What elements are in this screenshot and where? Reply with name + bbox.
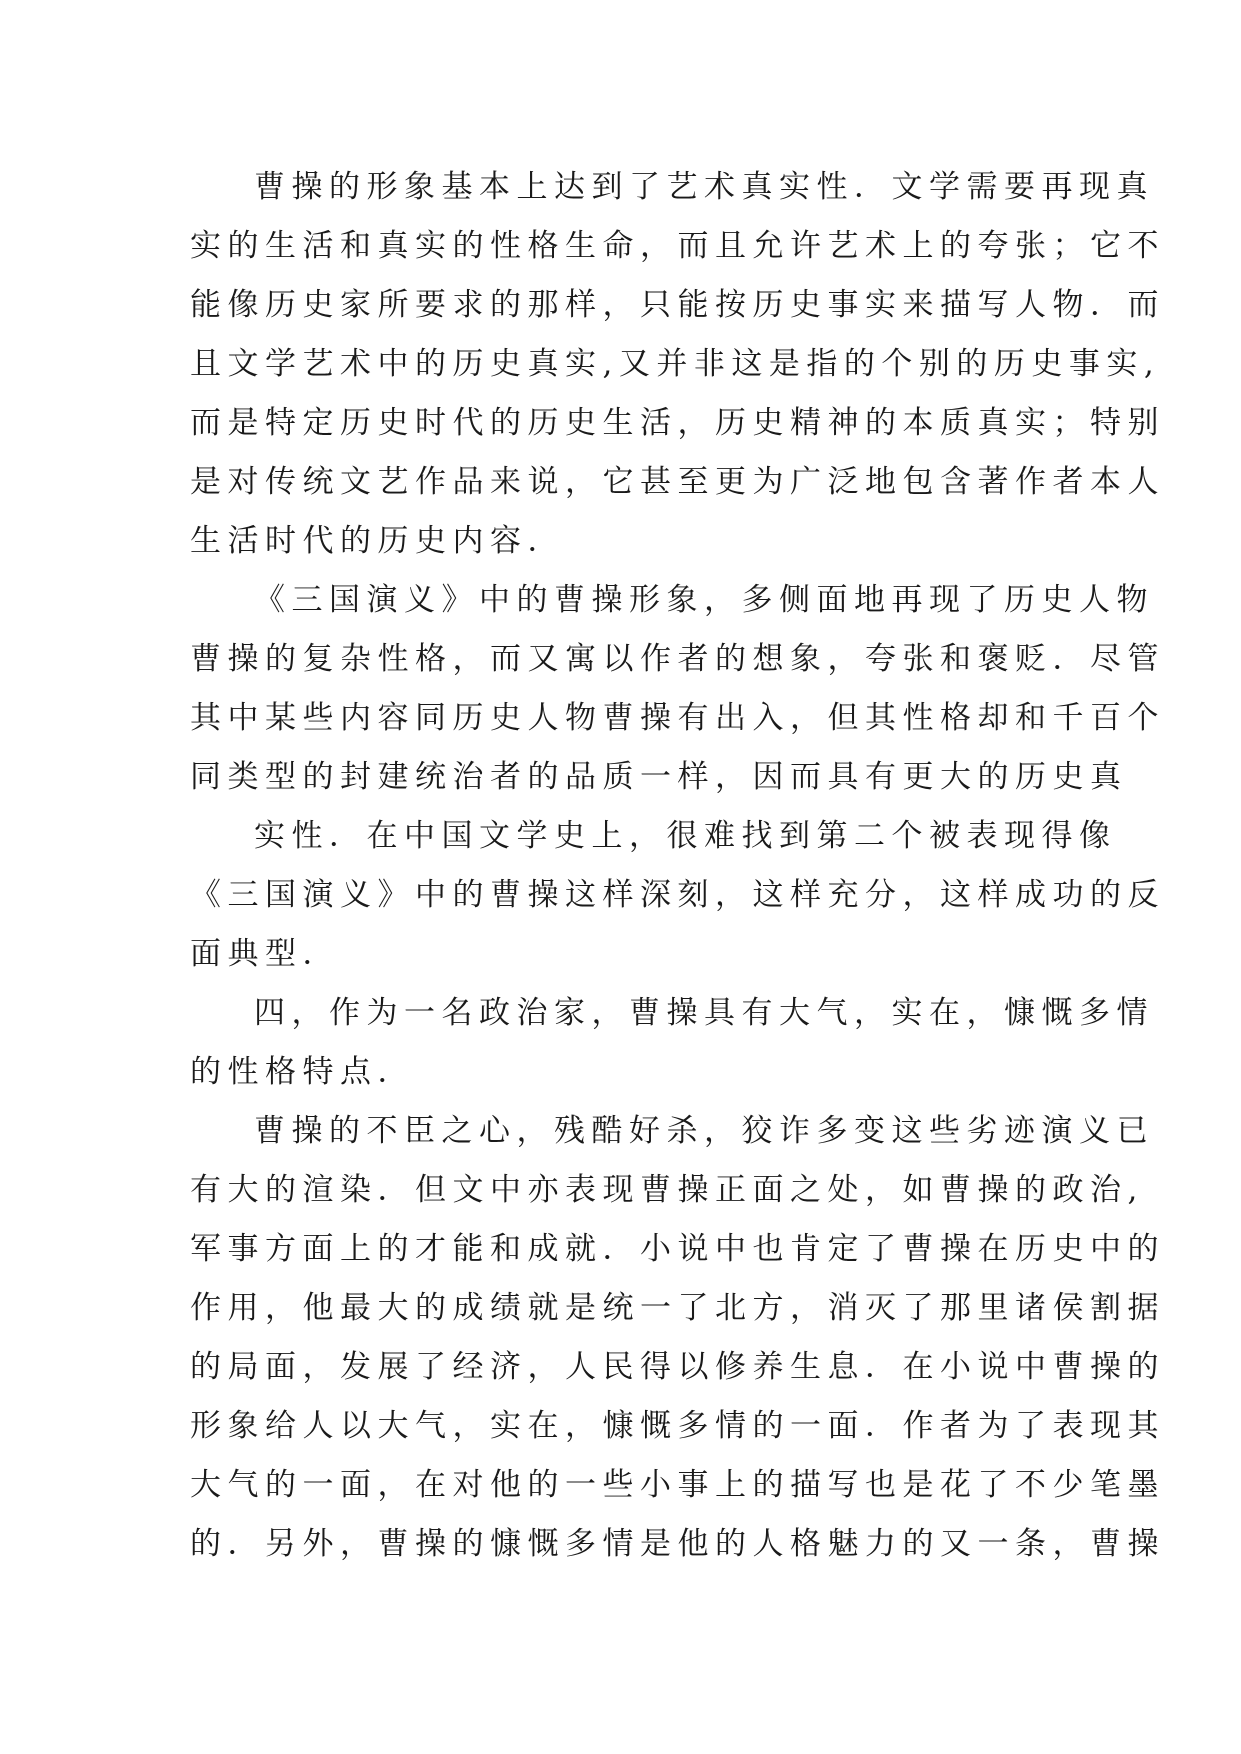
paragraph-line: 曹操的形象基本上达到了艺术真实性．文学需要再现真 (254, 169, 1154, 205)
paragraph-line: 大气的一面，在对他的一些小事上的描写也是花了不少笔墨 (190, 1467, 1165, 1503)
paragraph-line: 曹操的不臣之心，残酷好杀，狡诈多变这些劣迹演义已 (254, 1113, 1154, 1149)
paragraph-line: 《三国演义》中的曹操形象，多侧面地再现了历史人物 (254, 582, 1154, 618)
paragraph-line: 生活时代的历史内容． (190, 523, 565, 559)
paragraph-line: 形象给人以大气，实在，慷慨多情的一面．作者为了表现其 (190, 1408, 1165, 1444)
paragraph-line: 《三国演义》中的曹操这样深刻，这样充分，这样成功的反 (190, 877, 1165, 913)
paragraph-line: 而是特定历史时代的历史生活，历史精神的本质真实；特别 (190, 405, 1165, 441)
paragraph-line: 且文学艺术中的历史真实,又并非这是指的个别的历史事实, (190, 346, 1161, 382)
paragraph-line: 实的生活和真实的性格生命，而且允许艺术上的夸张；它不 (190, 228, 1165, 264)
paragraph-line: 能像历史家所要求的那样，只能按历史事实来描写人物．而 (190, 287, 1165, 323)
paragraph-line: 实性．在中国文学史上，很难找到第二个被表现得像 (254, 818, 1117, 854)
paragraph-line: 同类型的封建统治者的品质一样，因而具有更大的历史真 (190, 759, 1128, 795)
paragraph-line: 曹操的复杂性格，而又寓以作者的想象，夸张和褒贬．尽管 (190, 641, 1165, 677)
paragraph-line: 的．另外，曹操的慷慨多情是他的人格魅力的又一条，曹操 (190, 1526, 1165, 1562)
paragraph-line: 有大的渲染．但文中亦表现曹操正面之处，如曹操的政治, (190, 1172, 1144, 1208)
paragraph-line: 的局面，发展了经济，人民得以修养生息．在小说中曹操的 (190, 1349, 1165, 1385)
paragraph-line: 的性格特点． (190, 1054, 415, 1090)
document-body (190, 158, 1165, 1574)
paragraph-line: 面典型． (190, 936, 340, 972)
paragraph-line: 其中某些内容同历史人物曹操有出入，但其性格却和千百个 (190, 700, 1165, 736)
paragraph-line: 是对传统文艺作品来说，它甚至更为广泛地包含著作者本人 (190, 464, 1165, 500)
paragraph-line: 军事方面上的才能和成就．小说中也肯定了曹操在历史中的 (190, 1231, 1165, 1267)
paragraph-line: 四，作为一名政治家，曹操具有大气，实在，慷慨多情 (254, 995, 1154, 1031)
paragraph-line: 作用，他最大的成绩就是统一了北方，消灭了那里诸侯割据 (190, 1290, 1165, 1326)
